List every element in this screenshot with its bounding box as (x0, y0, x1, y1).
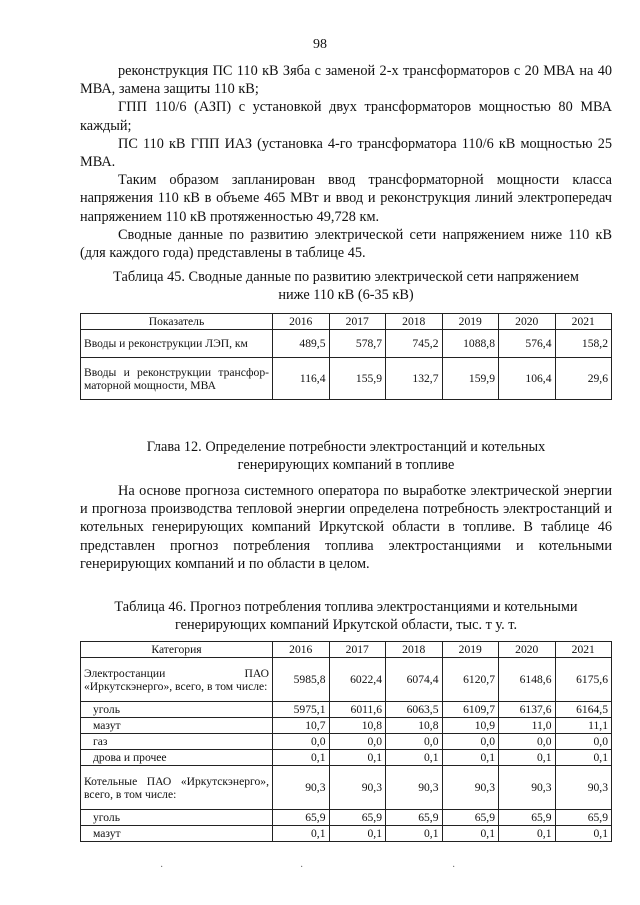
cell-value: 0,1 (555, 826, 612, 842)
table-46 (80, 641, 612, 842)
table-46-caption (80, 598, 612, 634)
paragraph-3: ПС 110 кВ ГПП ИАЗ (установка 4-го трансформатора 110/6 кВ мощностью 25 МВА. (80, 135, 612, 171)
header-cell: 2016 (273, 642, 330, 658)
cell-value: 10,8 (329, 718, 386, 734)
row-label: Котельные ПАО «Иркутскэнерго», всего, в том числе: (81, 766, 273, 810)
cell-value: 132,7 (386, 358, 443, 400)
row-label: мазут (81, 826, 273, 842)
cell-value: 576,4 (499, 330, 556, 358)
table-46-caption-line2: генерирующих компаний Иркутской области, тыс. т у. т. (174, 617, 518, 634)
cell-value: 65,9 (555, 810, 612, 826)
table-45-caption (80, 268, 612, 304)
cell-value: 65,9 (386, 810, 443, 826)
table-row (81, 734, 612, 750)
paragraph-4: Таким образом запланирован ввод трансформаторной мощности класса напряжения 110 кВ в объеме 465 МВт и ввод и реконструкция линий электропередач напряжением 110 кВ протяженностью 49,728 км. (80, 172, 612, 225)
header-cell: 2020 (499, 642, 556, 658)
cell-value: 0,1 (442, 826, 499, 842)
chapter-heading-line1: Глава 12. Определение потребности электростанций и котельных (146, 439, 546, 455)
header-cell: 2017 (329, 642, 386, 658)
cell-value: 0,0 (499, 734, 556, 750)
cell-value: 6137,6 (499, 702, 556, 718)
paragraph-1: реконструкция ПС 110 кВ Зяба с заменой 2-х трансформаторов с 20 МВА на 40 МВА, замена защиты 110 кВ; (80, 63, 612, 98)
table-46-caption-line1: Таблица 46. Прогноз потребления топлива электростанциями и котельными (114, 599, 578, 615)
cell-value: 6148,6 (499, 658, 556, 702)
table-row (81, 718, 612, 734)
cell-value: 65,9 (499, 810, 556, 826)
cell-value: 11,0 (499, 718, 556, 734)
cell-value: 6109,7 (442, 702, 499, 718)
header-cell: Категория (81, 642, 273, 658)
table-row (81, 810, 612, 826)
cell-value: 0,0 (555, 734, 612, 750)
cell-value: 6063,5 (386, 702, 443, 718)
paragraph-5: Сводные данные по развитию электрической сети напряжением ниже 110 кВ (для каждого года) представлены в таблице 45. (80, 226, 612, 262)
paragraph-2: ГПП 110/6 (АЗП) с установкой двух трансформаторов мощностью 80 МВА каждый; (80, 99, 612, 134)
cell-value: 0,0 (273, 734, 330, 750)
cell-value: 10,9 (442, 718, 499, 734)
table-row (81, 766, 612, 810)
cell-value: 0,0 (386, 734, 443, 750)
row-label: Вводы и реконструкции ЛЭП, км (81, 330, 273, 358)
row-label: уголь (81, 702, 273, 718)
cell-value: 6022,4 (329, 658, 386, 702)
table-45-caption-line2: ниже 110 кВ (6-35 кВ) (278, 287, 414, 304)
table-row (81, 750, 612, 766)
cell-value: 6074,4 (386, 658, 443, 702)
table-45 (80, 313, 612, 400)
scan-speck: · (300, 862, 304, 873)
cell-value: 65,9 (442, 810, 499, 826)
page-number: 98 (313, 37, 327, 52)
cell-value: 155,9 (329, 358, 386, 400)
cell-value: 159,9 (442, 358, 499, 400)
row-label: газ (81, 734, 273, 750)
cell-value: 489,5 (273, 330, 330, 358)
cell-value: 6175,6 (555, 658, 612, 702)
cell-value: 0,1 (555, 750, 612, 766)
cell-value: 0,1 (499, 826, 556, 842)
scan-speck: · (452, 862, 456, 873)
cell-value: 10,7 (273, 718, 330, 734)
cell-value: 10,8 (386, 718, 443, 734)
chapter-12-text (80, 482, 612, 573)
cell-value: 90,3 (273, 766, 330, 810)
table-row (81, 658, 612, 702)
header-cell: 2019 (442, 314, 499, 330)
cell-value: 578,7 (329, 330, 386, 358)
chapter-heading-line2: генерирующих компаний в топливе (237, 457, 455, 474)
cell-value: 90,3 (555, 766, 612, 810)
table-row (81, 702, 612, 718)
table-row (81, 826, 612, 842)
cell-value: 6164,5 (555, 702, 612, 718)
table-header-row (81, 642, 612, 658)
cell-value: 0,1 (329, 826, 386, 842)
header-cell: 2016 (273, 314, 330, 330)
header-cell: 2021 (555, 314, 612, 330)
cell-value: 0,1 (442, 750, 499, 766)
header-cell: 2017 (329, 314, 386, 330)
scan-speck: · (160, 862, 164, 873)
row-label: уголь (81, 810, 273, 826)
cell-value: 0,1 (499, 750, 556, 766)
cell-value: 1088,8 (442, 330, 499, 358)
cell-value: 0,0 (329, 734, 386, 750)
cell-value: 5975,1 (273, 702, 330, 718)
header-cell: 2020 (499, 314, 556, 330)
paragraph-6: На основе прогноза системного оператора по выработке электрической энергии и прогноза производства тепловой энергии определена потребность электростанций и котельных генерирующих компаний Иркутской области в топливе. В таблице 46 представлен прогноз потребления топлива электростанциями и котельными генерирующих компаний и по области в целом. (80, 483, 612, 572)
cell-value: 90,3 (386, 766, 443, 810)
cell-value: 90,3 (329, 766, 386, 810)
cell-value: 90,3 (442, 766, 499, 810)
header-cell: 2018 (386, 314, 443, 330)
cell-value: 65,9 (329, 810, 386, 826)
cell-value: 0,1 (273, 750, 330, 766)
table-header-row (81, 314, 612, 330)
row-label: мазут (81, 718, 273, 734)
cell-value: 0,1 (329, 750, 386, 766)
header-cell: 2018 (386, 642, 443, 658)
header-cell: 2021 (555, 642, 612, 658)
cell-value: 90,3 (499, 766, 556, 810)
cell-value: 5985,8 (273, 658, 330, 702)
cell-value: 116,4 (273, 358, 330, 400)
cell-value: 0,1 (273, 826, 330, 842)
row-label: дрова и прочее (81, 750, 273, 766)
cell-value: 65,9 (273, 810, 330, 826)
cell-value: 6120,7 (442, 658, 499, 702)
table-row (81, 330, 612, 358)
row-label: Вводы и реконструкции трансфор-маторной мощности, МВА (81, 358, 273, 400)
cell-value: 106,4 (499, 358, 556, 400)
chapter-12-heading (80, 438, 612, 474)
cell-value: 0,1 (386, 750, 443, 766)
cell-value: 11,1 (555, 718, 612, 734)
header-cell: Показатель (81, 314, 273, 330)
body-text (80, 62, 612, 262)
cell-value: 745,2 (386, 330, 443, 358)
table-row (81, 358, 612, 400)
cell-value: 158,2 (555, 330, 612, 358)
row-label: Электростанции ПАО «Иркутскэнерго», всего, в том числе: (81, 658, 273, 702)
cell-value: 0,0 (442, 734, 499, 750)
cell-value: 6011,6 (329, 702, 386, 718)
header-cell: 2019 (442, 642, 499, 658)
table-45-caption-line1: Таблица 45. Сводные данные по развитию электрической сети напряжением (113, 269, 579, 285)
cell-value: 29,6 (555, 358, 612, 400)
cell-value: 0,1 (386, 826, 443, 842)
